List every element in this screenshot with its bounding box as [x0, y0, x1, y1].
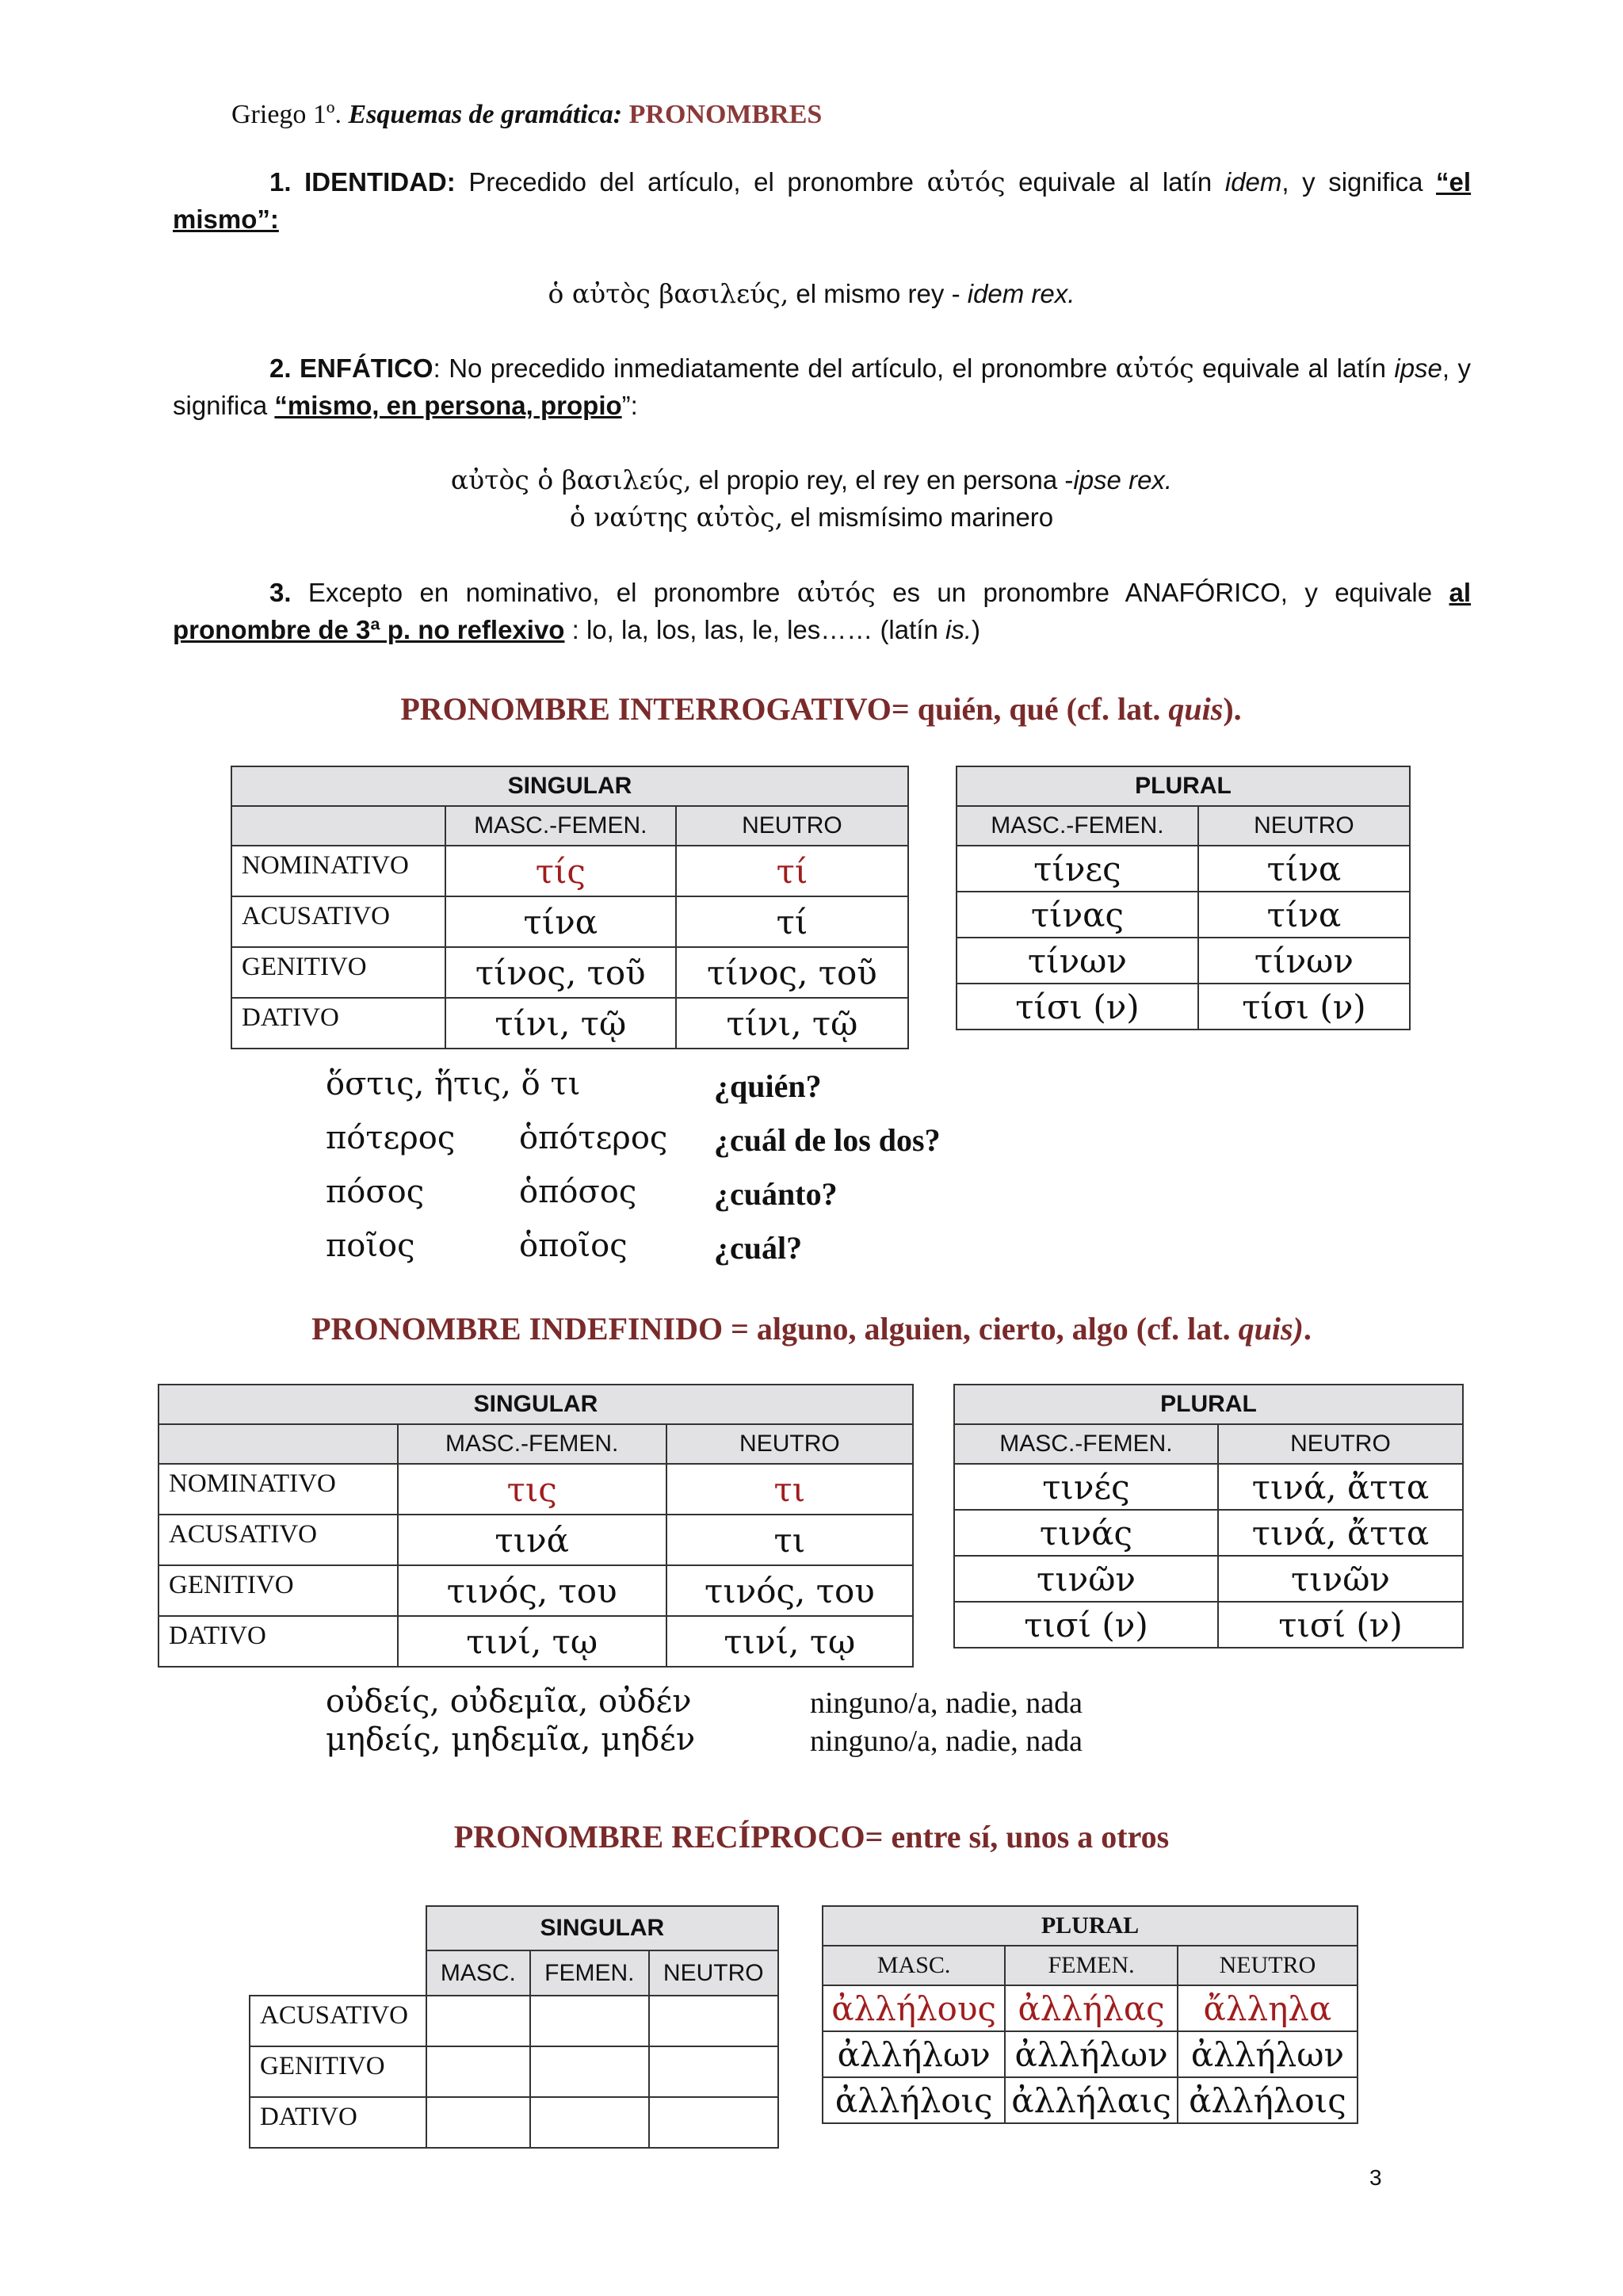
empty-cell: [649, 2097, 778, 2148]
case-label: DATIVO: [231, 998, 445, 1049]
title-text: PRONOMBRE INTERROGATIVO= quién, qué (cf. lat.: [400, 691, 1161, 727]
greek-form: ἀλλήλων: [1178, 2031, 1358, 2077]
neutro-header: NEUTRO: [649, 1950, 778, 1996]
title-latin: quis: [1168, 691, 1224, 727]
case-label: GENITIVO: [158, 1565, 398, 1616]
title-text: .: [1303, 1311, 1312, 1347]
enfatico-meaning: “mismo, en persona, propio: [274, 391, 622, 420]
greek-form: τινά, ἄττα: [1218, 1510, 1463, 1556]
list-question: ¿cuánto?: [714, 1176, 838, 1212]
example-text: el mismísimo marinero: [790, 502, 1054, 532]
title-latin: quis): [1238, 1311, 1304, 1347]
anaforico-text: Excepto en nominativo, el pronombre: [307, 578, 781, 607]
singular-header: SINGULAR: [231, 766, 908, 806]
greek-form: τίσι (ν): [957, 984, 1198, 1030]
greek-form: τινά, ἄττα: [1218, 1464, 1463, 1510]
case-label: DATIVO: [158, 1616, 398, 1667]
identidad-paragraph: [173, 163, 1471, 238]
anaforico-paragraph: [173, 574, 1471, 648]
greek-form: τινά: [398, 1515, 666, 1565]
mf-header: MASC.-FEMEN.: [957, 806, 1198, 846]
indefinido-title: [0, 1310, 1623, 1347]
list-question: ¿cuál de los dos?: [714, 1122, 941, 1158]
case-label: GENITIVO: [250, 2046, 426, 2097]
greek-form: τίνα: [1198, 846, 1410, 892]
greek-form: ἀλλήλαις: [1005, 2077, 1178, 2123]
case-label: NOMINATIVO: [158, 1464, 398, 1515]
negative-greek: οὐδείς, οὐδεμῖα, οὐδέν: [326, 1683, 692, 1720]
neutro-header: NEUTRO: [1178, 1946, 1358, 1985]
neutro-header: NEUTRO: [1198, 806, 1410, 846]
greek-form: τινές: [954, 1464, 1218, 1510]
indefinido-plural-table: [953, 1384, 1464, 1648]
enfatico-text: , y significa: [173, 353, 1472, 420]
blank-header: [158, 1424, 398, 1464]
empty-cell: [530, 2046, 648, 2097]
case-label: ACUSATIVO: [250, 1996, 426, 2046]
enfatico-label: 2. ENFÁTICO: [269, 353, 433, 383]
greek-form: τίνος, τοῦ: [676, 947, 908, 998]
greek-form: τινῶν: [1218, 1556, 1463, 1602]
greek-form: τι: [666, 1464, 913, 1515]
greek-form: τινί, τῳ: [666, 1616, 913, 1667]
enfatico-paragraph: [173, 350, 1471, 424]
list-greek: ποῖος: [326, 1228, 415, 1264]
enfatico-example-1: [0, 462, 1623, 499]
course-label: Griego 1º.: [231, 100, 342, 129]
title-text: PRONOMBRE INDEFINIDO = alguno, alguien, cierto, algo (cf. lat.: [311, 1311, 1231, 1347]
mf-header: MASC.-FEMEN.: [398, 1424, 666, 1464]
list-greek: ὅστις, ἥτις, ὅ τι: [326, 1066, 581, 1102]
greek-form: τίνων: [957, 938, 1198, 984]
interrogativo-plural-table: [956, 766, 1411, 1030]
masc-header: MASC.: [823, 1946, 1005, 1985]
greek-form: τί: [676, 896, 908, 947]
mf-header: MASC.-FEMEN.: [954, 1424, 1218, 1464]
negative-meaning: ninguno/a, nadie, nada: [810, 1687, 1083, 1720]
singular-header: SINGULAR: [426, 1906, 778, 1950]
greek-form: ἀλλήλοις: [823, 2077, 1005, 2123]
enfatico-example-2: [0, 499, 1623, 536]
greek-form: ἀλλήλων: [823, 2031, 1005, 2077]
singular-header: SINGULAR: [158, 1385, 913, 1424]
greek-form: ἀλλήλοις: [1178, 2077, 1358, 2123]
list-question: ¿cuál?: [714, 1230, 803, 1266]
case-label: NOMINATIVO: [231, 846, 445, 896]
example-latin: idem rex.: [967, 279, 1075, 308]
anaforico-text: : lo, la, los, las, le, les…… (latín: [571, 615, 938, 644]
enfatico-text: equivale al latín: [1202, 353, 1386, 383]
list-greek: ὁπόσος: [519, 1174, 637, 1210]
negative-meaning: ninguno/a, nadie, nada: [810, 1725, 1083, 1758]
enfatico-latin: ipse: [1394, 353, 1442, 383]
greek-form: τίνας: [957, 892, 1198, 938]
list-greek: ὁποῖος: [519, 1228, 628, 1264]
example-greek: αὐτὸς ὁ βασιλεύς,: [450, 464, 692, 495]
greek-form: τί: [676, 846, 908, 896]
identidad-meaning: “el mismo”:: [173, 167, 1472, 234]
greek-form: τινάς: [954, 1510, 1218, 1556]
page-number: 3: [1369, 2165, 1382, 2190]
identidad-text: , y significa: [1281, 167, 1423, 197]
interrogativo-singular-table: [231, 766, 909, 1049]
greek-form: τινός, του: [398, 1565, 666, 1616]
list-question: ¿quién?: [714, 1068, 822, 1104]
greek-form: ἀλλήλους: [823, 1985, 1005, 2031]
enfatico-text: ”:: [621, 391, 638, 420]
example-text: el mismo rey -: [796, 279, 960, 308]
greek-form: τίνος, τοῦ: [445, 947, 676, 998]
list-item: [326, 1066, 580, 1102]
identidad-latin: idem: [1224, 167, 1282, 197]
case-label: GENITIVO: [231, 947, 445, 998]
greek-form: τίνι, τῷ: [445, 998, 676, 1049]
empty-cell: [426, 2046, 530, 2097]
greek-form: τις: [398, 1464, 666, 1515]
greek-form: τι: [666, 1515, 913, 1565]
greek-form: τίνα: [445, 896, 676, 947]
example-greek: ὁ αὐτὸς βασιλεύς,: [548, 278, 789, 309]
greek-form: ἀλλήλων: [1005, 2031, 1178, 2077]
neutro-header: NEUTRO: [676, 806, 908, 846]
topic-label: PRONOMBRES: [628, 100, 823, 129]
empty-cell: [530, 2097, 648, 2148]
example-latin: ipse rex.: [1073, 465, 1173, 495]
blank-header: [231, 806, 445, 846]
identidad-greek: αὐτός: [926, 166, 1006, 197]
empty-cell: [649, 2046, 778, 2097]
greek-form: τινῶν: [954, 1556, 1218, 1602]
neutro-header: NEUTRO: [1218, 1424, 1463, 1464]
reciproco-plural-table: [822, 1905, 1358, 2124]
plural-header: PLURAL: [957, 766, 1410, 806]
anaforico-text: ): [971, 615, 980, 644]
example-greek: ὁ ναύτης αὐτὸς,: [569, 502, 784, 533]
greek-form: τίνων: [1198, 938, 1410, 984]
empty-cell: [649, 1996, 778, 2046]
greek-form: τίνα: [1198, 892, 1410, 938]
anaforico-greek: αὐτός: [796, 577, 876, 608]
title-text: ).: [1223, 691, 1242, 727]
greek-form: ἄλληλα: [1178, 1985, 1358, 2031]
masc-header: MASC.: [426, 1950, 530, 1996]
negative-greek: μηδείς, μηδεμῖα, μηδέν: [326, 1721, 696, 1758]
indefinido-singular-table: [158, 1384, 914, 1668]
identidad-label: 1. IDENTIDAD:: [269, 167, 456, 197]
plural-header: PLURAL: [954, 1385, 1463, 1424]
mf-header: MASC.-FEMEN.: [445, 806, 676, 846]
empty-cell: [426, 2097, 530, 2148]
empty-cell: [530, 1996, 648, 2046]
list-greek: πότερος: [326, 1120, 456, 1156]
greek-form: τισί (ν): [954, 1602, 1218, 1648]
reciproco-title: PRONOMBRE RECÍPROCO= entre sí, unos a otros: [453, 1819, 1170, 1855]
femen-header: FEMEN.: [1005, 1946, 1178, 1985]
greek-form: τίσι (ν): [1198, 984, 1410, 1030]
greek-form: τίς: [445, 846, 676, 896]
greek-form: τισί (ν): [1218, 1602, 1463, 1648]
interrogativo-title: [0, 690, 1623, 728]
plural-header: PLURAL: [823, 1906, 1358, 1946]
femen-header: FEMEN.: [530, 1950, 648, 1996]
greek-form: τινός, του: [666, 1565, 913, 1616]
greek-form: ἀλλήλας: [1005, 1985, 1178, 2031]
case-label: ACUSATIVO: [231, 896, 445, 947]
greek-form: τίνι, τῷ: [676, 998, 908, 1049]
neutro-header: NEUTRO: [666, 1424, 913, 1464]
anaforico-meaning: al pronombre de 3ª p. no reflexivo: [173, 578, 1472, 644]
identidad-example: [0, 276, 1623, 312]
example-text: el propio rey, el rey en persona -: [698, 465, 1074, 495]
list-greek: ὁπότερος: [519, 1120, 668, 1156]
page-header: [231, 100, 822, 130]
greek-form: τίνες: [957, 846, 1198, 892]
empty-cell: [426, 1996, 530, 2046]
anaforico-text: es un pronombre ANAFÓRICO, y equivale: [892, 578, 1433, 607]
reciproco-singular-table: [249, 1905, 779, 2149]
anaforico-label: 3.: [269, 578, 292, 607]
identidad-text: Precedido del artículo, el pronombre: [468, 167, 914, 197]
identidad-text: equivale al latín: [1018, 167, 1212, 197]
case-label: DATIVO: [250, 2097, 426, 2148]
enfatico-greek: αὐτός: [1115, 353, 1194, 384]
list-greek: πόσος: [326, 1174, 425, 1210]
enfatico-text: : No precedido inmediatamente del artículo, el pronombre: [433, 353, 1108, 383]
greek-form: τινί, τῳ: [398, 1616, 666, 1667]
case-label: ACUSATIVO: [158, 1515, 398, 1565]
anaforico-latin: is.: [945, 615, 972, 644]
schemes-label: Esquemas de gramática:: [348, 100, 623, 129]
